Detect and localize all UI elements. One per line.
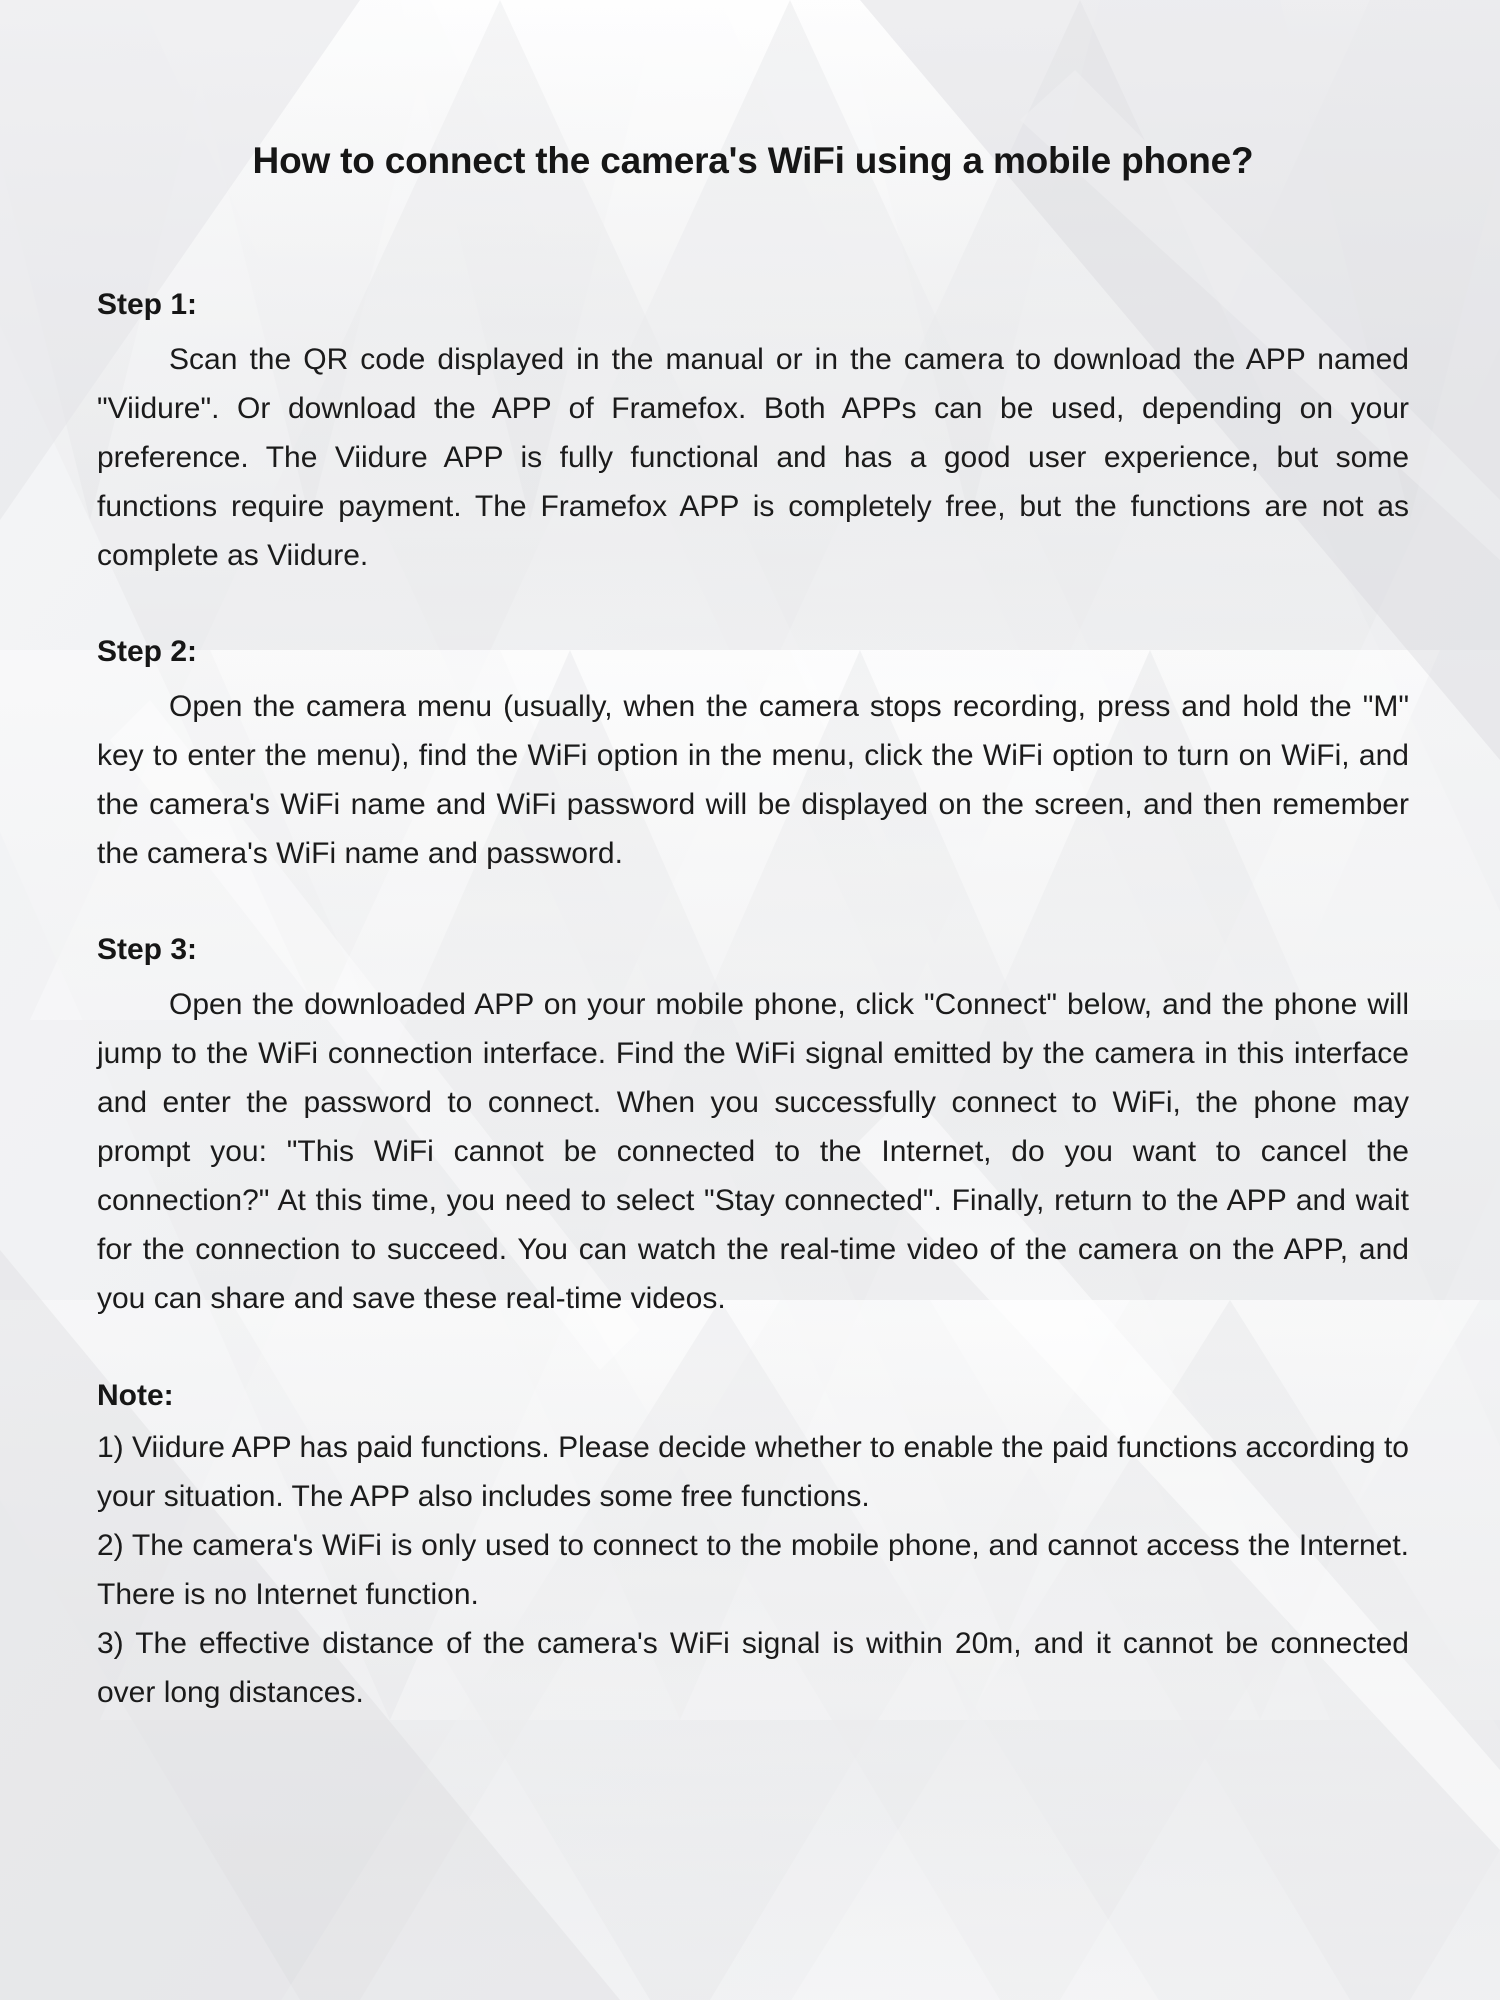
- page-title: How to connect the camera's WiFi using a mobile phone?: [252, 140, 1254, 181]
- step-1-paragraph: Scan the QR code displayed in the manual or in the camera to download the APP named "Viidure". Or download the APP of Framefox. Both APPs can be used, depending on your preference. The Viidure APP is fully functional and has a good user experience, but some functions require payment. The Framefox APP is completely free, but the functions are not as complete as Viidure.: [97, 343, 1409, 572]
- step-2-paragraph: Open the camera menu (usually, when the camera stops recording, press and hold the "M" key to enter the menu), find the WiFi option in the menu, click the WiFi option to turn on WiFi, and the camera's WiFi name and WiFi password will be displayed on the screen, and then remember the camera's WiFi name and password.: [97, 690, 1409, 870]
- note-heading: Note:: [97, 1379, 174, 1412]
- note-item-2: 2) The camera's WiFi is only used to connect to the mobile phone, and cannot access the Internet. There is no Internet function.: [97, 1529, 1409, 1611]
- step-3-heading: Step 3:: [97, 933, 198, 966]
- document-content: [97, 0, 1409, 1717]
- section-step-3: [97, 929, 1409, 1323]
- note-item-3: 3) The effective distance of the camera's WiFi signal is within 20m, and it cannot be connected over long distances.: [97, 1627, 1409, 1709]
- section-step-1: [97, 284, 1409, 580]
- step-2-heading: Step 2:: [97, 635, 198, 668]
- note-item-1: 1) Viidure APP has paid functions. Please decide whether to enable the paid functions according to your situation. The APP also includes some free functions.: [97, 1431, 1409, 1513]
- step-1-heading: Step 1:: [97, 288, 198, 321]
- section-note: [97, 1375, 1409, 1717]
- note-items: [97, 1423, 1409, 1717]
- step-3-paragraph: Open the downloaded APP on your mobile phone, click "Connect" below, and the phone will jump to the WiFi connection interface. Find the WiFi signal emitted by the camera in this interface and enter the password to connect. When you successfully connect to WiFi, the phone may prompt you: "This WiFi cannot be connected to the Internet, do you want to cancel the connection?" At this time, you need to select "Stay connected". Finally, return to the APP and wait for the connection to succeed. You can watch the real-time video of the camera on the APP, and you can share and save these real-time videos.: [97, 988, 1409, 1315]
- section-step-2: [97, 631, 1409, 878]
